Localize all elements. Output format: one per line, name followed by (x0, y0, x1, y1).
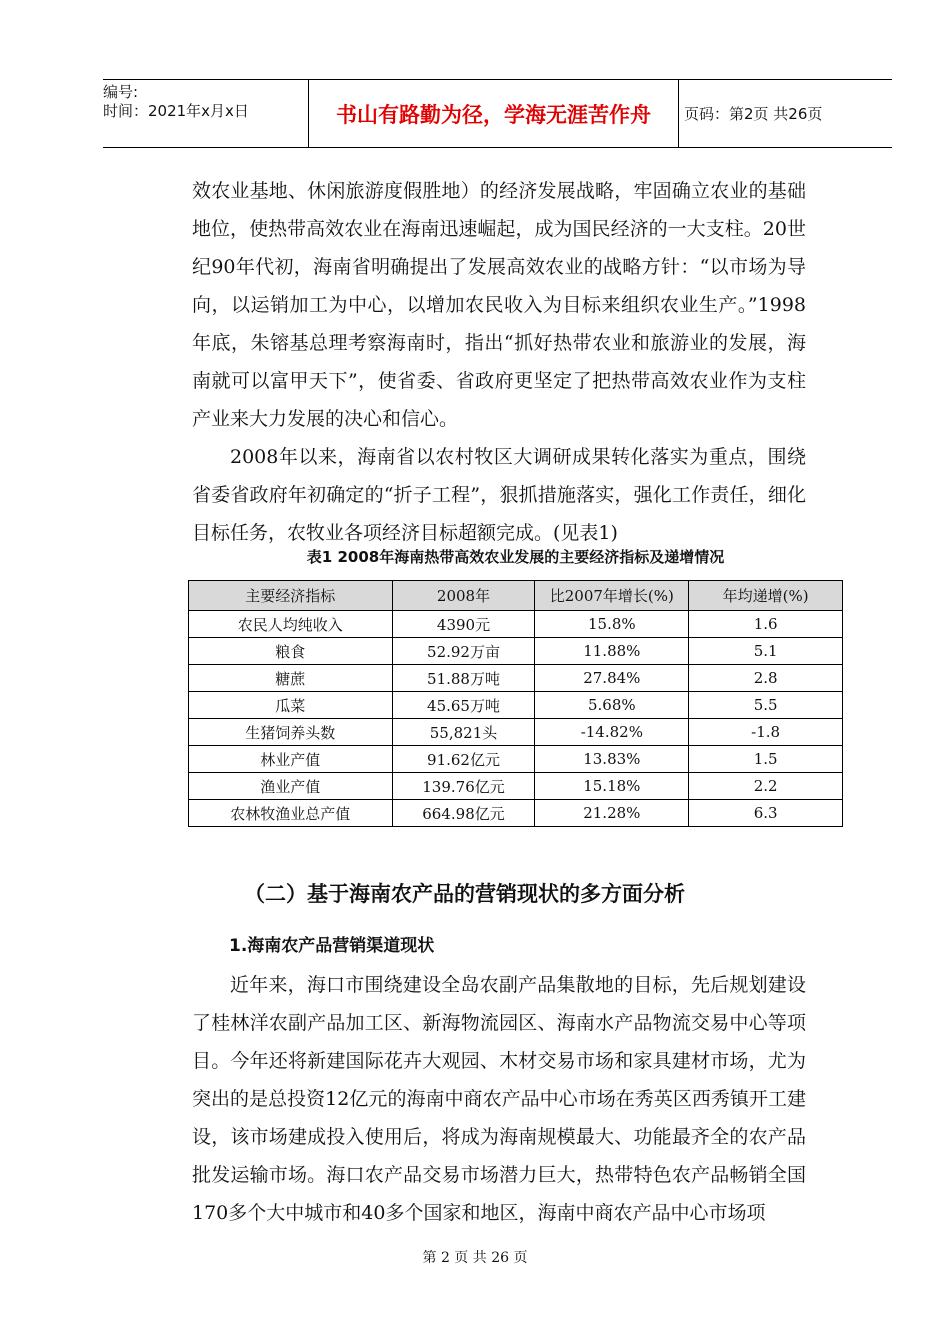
column-header: 主要经济指标 (189, 581, 393, 611)
page-footer: 第 2 页 共 26 页 (422, 1250, 528, 1266)
subsection-title: 1.海南农产品营销渠道现状 (229, 936, 435, 956)
header-page-label: 页码：第2页 共26页 (684, 105, 823, 123)
table-cell: 5.5 (689, 692, 843, 719)
table-cell: 5.1 (689, 638, 843, 665)
table-cell: 13.83% (535, 746, 689, 773)
table-cell: 渔业产值 (189, 773, 393, 800)
header-meta (103, 80, 303, 150)
indicator-table (188, 580, 843, 827)
table-header-row (189, 581, 843, 611)
paragraph: 近年来，海口市围绕建设全岛农副产品集散地的目标，先后规划建设了桂林洋农副产品加工区、新海物流园区、海南水产品物流交易中心等项目。今年还将新建国际花卉大观园、木材交易市场和家具建材市场，尤为突出的是总投资12亿元的海南中商农产品中心市场在秀英区西秀镇开工建设，该市场建成投入使用后，将成为海南规模最大、功能最齐全的农产品批发运输市场。海口农产品交易市场潜力巨大，热带特色农产品畅销全国170多个大中城市和40多个国家和地区，海南中商农产品中心市场项 (192, 974, 806, 1224)
table-cell: 51.88万吨 (392, 665, 535, 692)
table-cell: 139.76亿元 (392, 773, 535, 800)
table-cell: 1.6 (689, 611, 843, 638)
table-title: 表1 2008年海南热带高效农业发展的主要经济指标及递增情况 (306, 548, 725, 566)
document-number-label: 编号: (103, 83, 139, 101)
table-row (189, 611, 843, 638)
table-cell: 91.62亿元 (392, 746, 535, 773)
table-row (189, 638, 843, 665)
table-cell: 55,821头 (392, 719, 535, 746)
table-cell: 农民人均纯收入 (189, 611, 393, 638)
table-cell: 糖蔗 (189, 665, 393, 692)
paragraph: 效农业基地、休闲旅游度假胜地）的经济发展战略，牢固确立农业的基础地位，使热带高效农业在海南迅速崛起，成为国民经济的一大支柱。20世纪90年代初，海南省明确提出了发展高效农业的战略方针：“以市场为导向，以运销加工为中心，以增加农民收入为目标来组织农业生产。”1998年底，朱镕基总理考察海南时，指出“抓好热带农业和旅游业的发展，海南就可以富甲天下”，使省委、省政府更坚定了把热带高效农业作为支柱产业来大力发展的决心和信心。 (192, 180, 806, 430)
table-cell: 2.2 (689, 773, 843, 800)
paragraph: 2008年以来，海南省以农村牧区大调研成果转化落实为重点，围绕省委省政府年初确定的“折子工程”，狠抓措施落实，强化工作责任，细化目标任务，农牧业各项经济目标超额完成。(见表1) (192, 446, 806, 544)
table-cell: 5.68% (535, 692, 689, 719)
table-row (189, 800, 843, 827)
table-cell: 粮食 (189, 638, 393, 665)
header-motto: 书山有路勤为径，学海无涯苦作舟 (308, 80, 679, 147)
table-cell: 2.8 (689, 665, 843, 692)
table-cell: 21.28% (535, 800, 689, 827)
body-text-top (192, 172, 806, 552)
table-cell: 52.92万亩 (392, 638, 535, 665)
table-row (189, 719, 843, 746)
table-cell: 1.5 (689, 746, 843, 773)
table-cell: 6.3 (689, 800, 843, 827)
table-cell: 生猪饲养头数 (189, 719, 393, 746)
column-header: 年均递增(%) (689, 581, 843, 611)
table-row (189, 665, 843, 692)
table-cell: -1.8 (689, 719, 843, 746)
body-text-bottom (192, 966, 806, 1232)
section-title: （二）基于海南农产品的营销现状的多方面分析 (244, 882, 685, 906)
table-cell: 11.88% (535, 638, 689, 665)
table-cell: 15.18% (535, 773, 689, 800)
table-cell: 45.65万吨 (392, 692, 535, 719)
table-cell: 农林牧渔业总产值 (189, 800, 393, 827)
table-row (189, 746, 843, 773)
column-header: 2008年 (392, 581, 535, 611)
document-time-label: 时间：2021年x月x日 (103, 102, 249, 120)
table-cell: 瓜菜 (189, 692, 393, 719)
table-row (189, 773, 843, 800)
table-cell: -14.82% (535, 719, 689, 746)
page-header (103, 79, 892, 148)
table-row (189, 692, 843, 719)
table-cell: 27.84% (535, 665, 689, 692)
table-cell: 4390元 (392, 611, 535, 638)
table-cell: 林业产值 (189, 746, 393, 773)
table-cell: 664.98亿元 (392, 800, 535, 827)
column-header: 比2007年增长(%) (535, 581, 689, 611)
table-cell: 15.8% (535, 611, 689, 638)
